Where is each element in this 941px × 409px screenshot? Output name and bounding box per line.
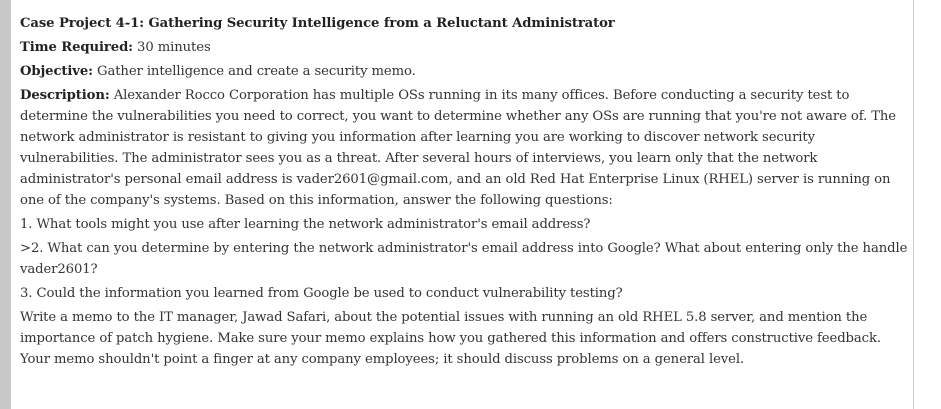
case-project-content xyxy=(20,13,910,373)
right-border-line xyxy=(913,0,914,409)
memo-instructions: Write a memo to the IT manager, Jawad Safari, about the potential issues with running an old RHEL 5.8 server, and mention the importance of patch hygiene. Make sure your memo explains how you gathered this information and offers constructive feedback. Your memo shouldn't point a finger at any company employees; it should discuss problems on a general level. xyxy=(20,310,881,367)
description xyxy=(20,85,910,211)
objective xyxy=(20,61,910,82)
description-value: Alexander Rocco Corporation has multiple OSs running in its many offices. Before conducting a security test to determine the vulnerabilities you need to correct, you want to determine whether any OSs are running that you're not aware of. The network administrator is resistant to giving you information after learning you are working to discover network security vulnerabilities. The administrator sees you as a threat. After several hours of interviews, you learn only that the network administrator's personal email address is vader2601@gmail.com, and an old Red Hat Enterprise Linux (RHEL) server is running on one of the company's systems. Based on this information, answer the following questions: xyxy=(20,88,897,208)
time-required-label: Time Required: xyxy=(20,40,133,55)
project-title-text: Case Project 4-1: Gathering Security Intelligence from a Reluctant Administrator xyxy=(20,16,615,31)
objective-value: Gather intelligence and create a security memo. xyxy=(92,64,416,79)
objective-label: Objective: xyxy=(20,64,93,79)
left-margin-bar xyxy=(0,0,11,409)
time-required-value: 30 minutes xyxy=(132,40,211,55)
question-1: 1. What tools might you use after learning the network administrator's email address? xyxy=(20,217,591,232)
project-title xyxy=(20,13,910,34)
question-2: >2. What can you determine by entering the network administrator's email address into Google? What about entering only the handle vader2601? xyxy=(20,241,908,277)
time-required xyxy=(20,37,910,58)
question-3: 3. Could the information you learned from Google be used to conduct vulnerability testing? xyxy=(20,286,623,301)
description-label: Description: xyxy=(20,88,110,103)
